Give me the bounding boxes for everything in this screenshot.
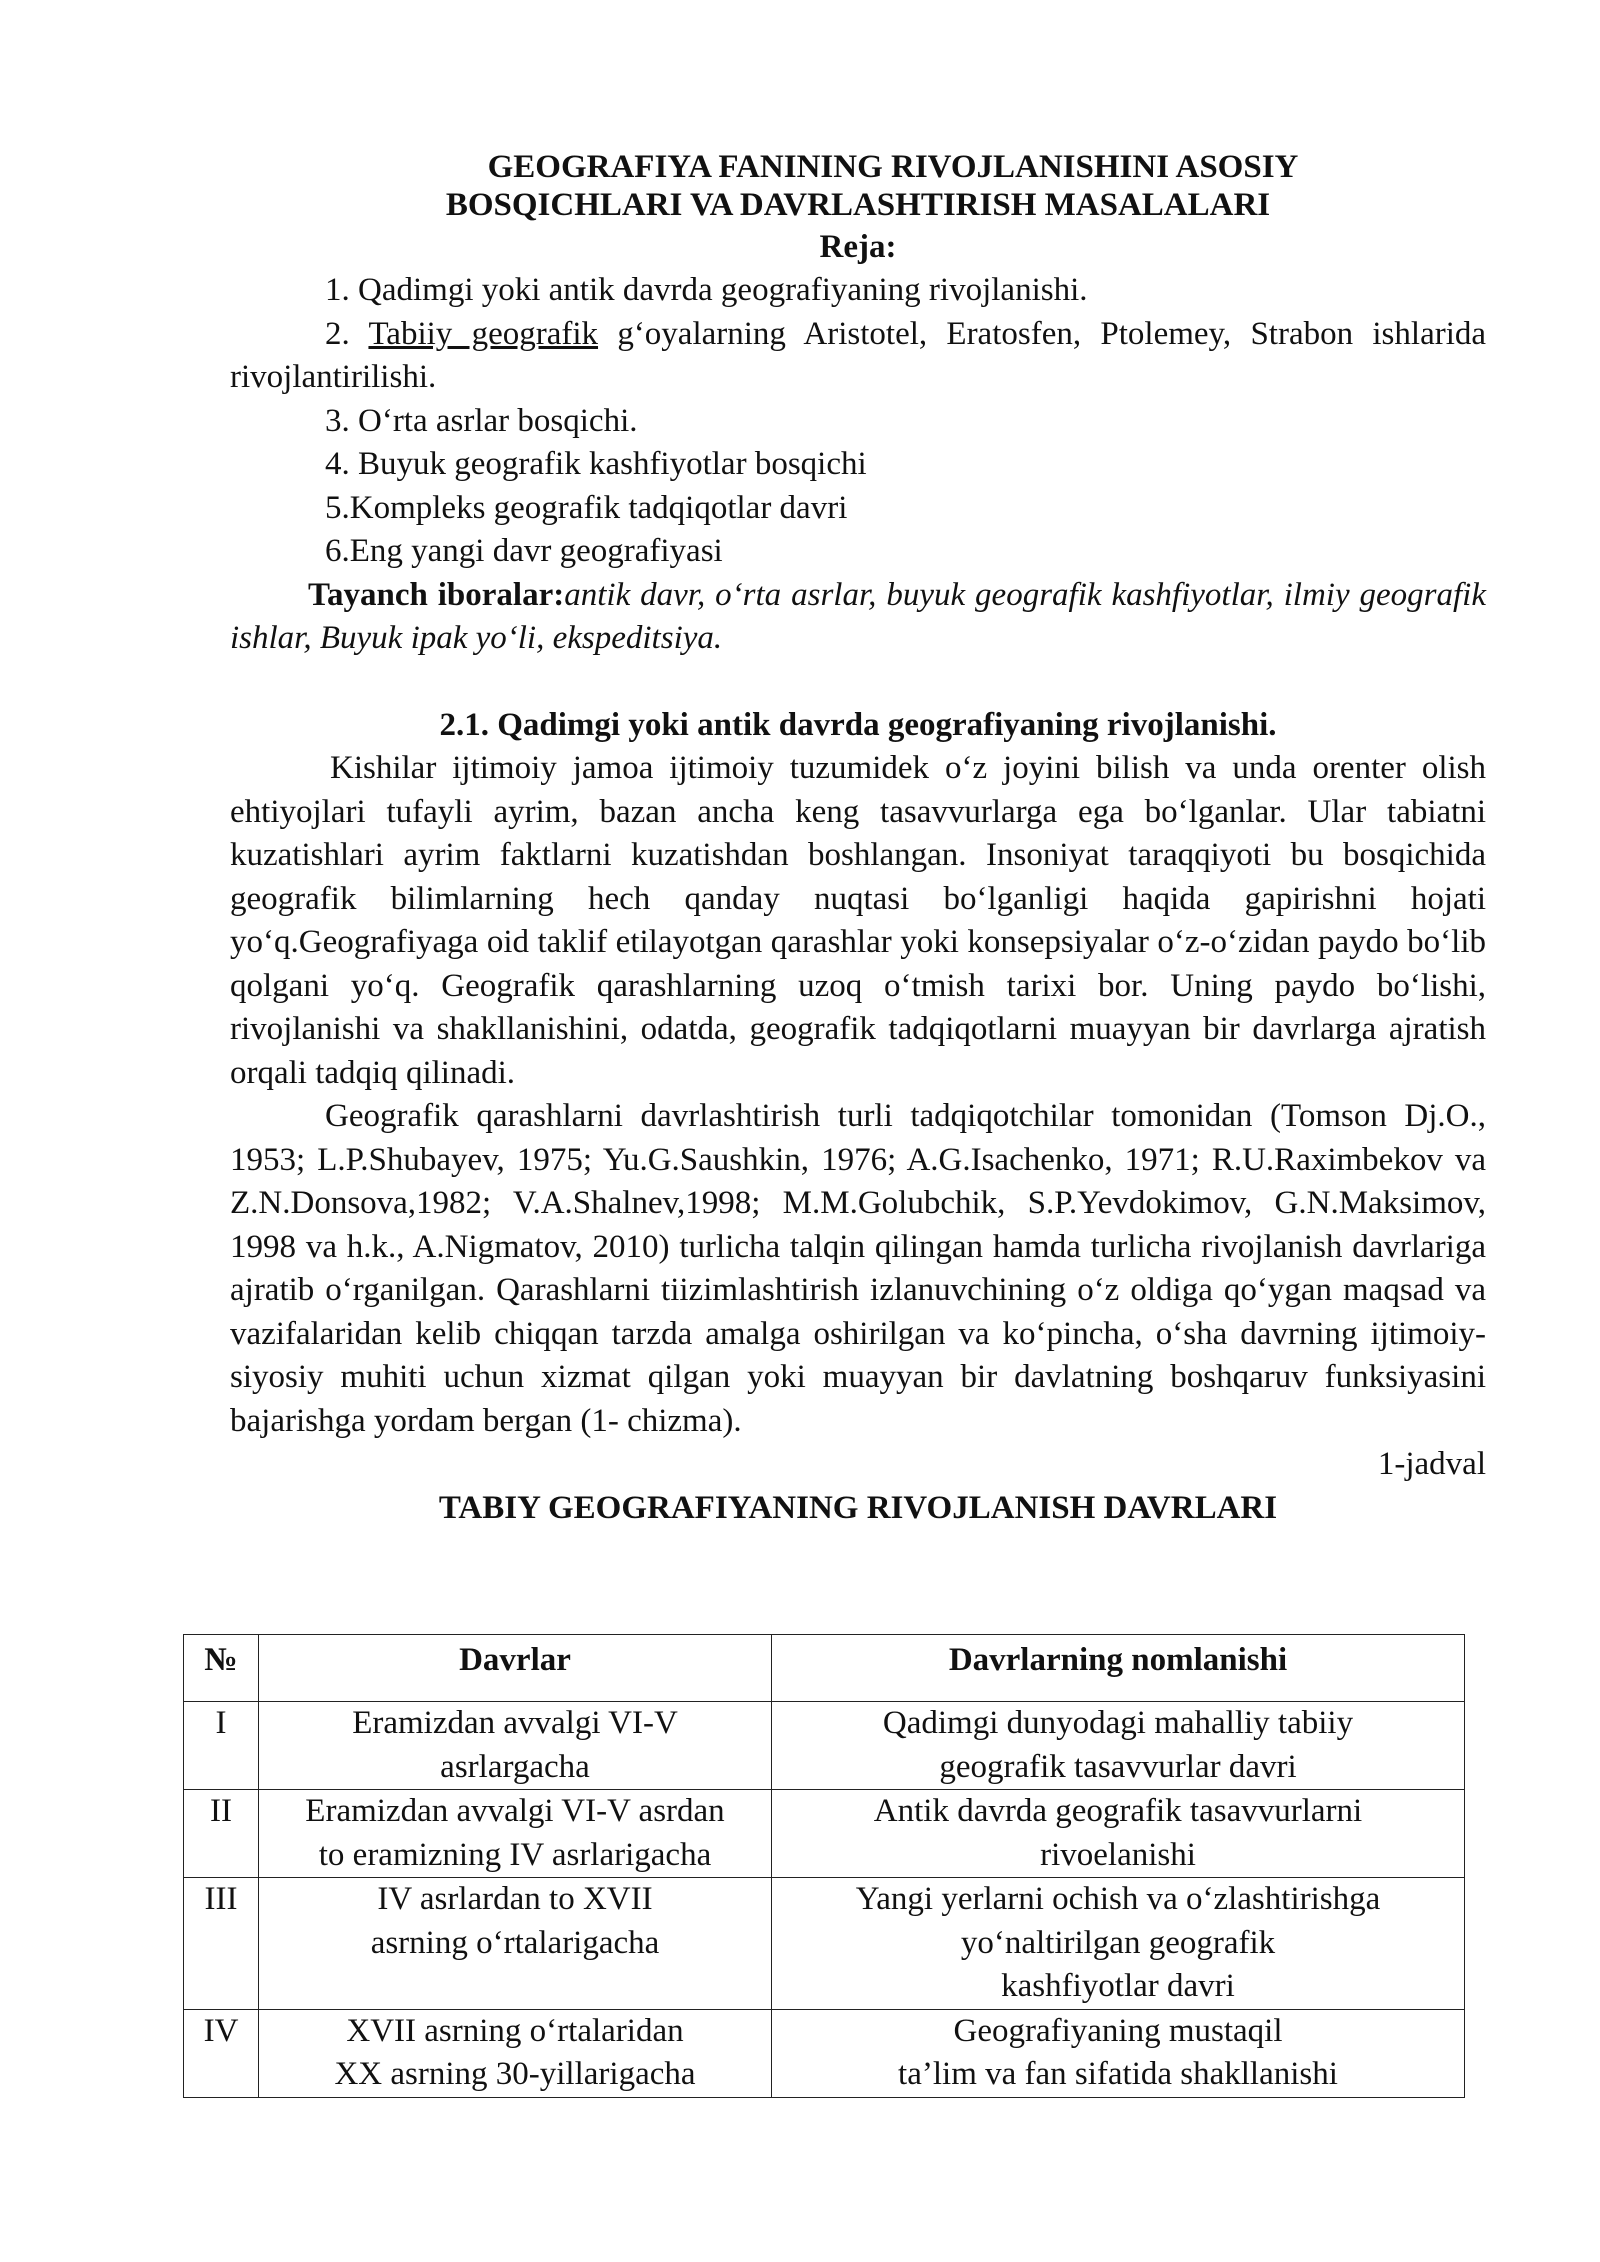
- table-cell-line: XVII asrning o‘rtalaridan: [346, 2012, 684, 2049]
- table-cell-line: Eramizdan avvalgi VI-V: [352, 1705, 678, 1741]
- document-page: [230, 148, 1486, 1530]
- table-cell-number: II: [184, 1790, 259, 1878]
- table-cell-line: ta’lim va fan sifatida shakllanishi: [898, 2056, 1338, 2092]
- table-cell-period-name: [772, 2009, 1465, 2097]
- table-cell-line: yo‘naltirilgan geografik: [960, 1924, 1276, 1961]
- table-cell-period-name: [772, 1878, 1465, 2010]
- table-cell-line: to eramizning IV asrlarigacha: [318, 1836, 712, 1873]
- plan-heading: Reja:: [819, 229, 897, 265]
- plan-item-2-prefix: 2.: [325, 315, 369, 352]
- plan-item-3: 3. O‘rta asrlar bosqichi.: [325, 402, 638, 439]
- document-title: [230, 148, 1486, 224]
- table-cell-line: asrlargacha: [440, 1748, 590, 1785]
- table-header-periods: Davrlar: [259, 1635, 772, 1702]
- table-row: [184, 1878, 1465, 2010]
- table-header-row: [184, 1635, 1465, 1702]
- table-cell-period: [259, 1702, 772, 1790]
- table-cell-period: [259, 2009, 772, 2097]
- table-cell-period-name: [772, 1702, 1465, 1790]
- document-title-line-1: GEOGRAFIYA FANINING RIVOJLANISHINI ASOSIY: [487, 149, 1299, 185]
- plan-item-2-rest: g‘oyalarning Aristotel, Eratosfen, Ptolemey, Strabon ishlarida rivojlantirilishi.: [230, 315, 1487, 395]
- table-cell-period: [259, 1878, 772, 2010]
- table-header-period-names: Davrlarning nomlanishi: [772, 1635, 1465, 1702]
- table-cell-line: kashfiyotlar davri: [1001, 1968, 1235, 2004]
- table-cell-line: XX asrning 30-yillarigacha: [334, 2056, 696, 2092]
- table-cell-line: Eramizdan avvalgi VI-V asrdan: [305, 1793, 725, 1829]
- table-row: [184, 1790, 1465, 1878]
- table-cell-period: [259, 1790, 772, 1878]
- plan-item-5: 5.Kompleks geografik tadqiqotlar davri: [325, 489, 848, 526]
- table-header-number: №: [184, 1635, 259, 1702]
- section-heading: 2.1. Qadimgi yoki antik davrda geografiyaning rivojlanishi.: [439, 706, 1277, 743]
- table-row: [184, 1702, 1465, 1790]
- keywords-label: Tayanch iboralar:: [308, 576, 565, 613]
- plan-item-1: 1. Qadimgi yoki antik davrda geografiyaning rivojlanishi.: [325, 272, 1088, 308]
- table-row: [184, 2009, 1465, 2097]
- keywords-text: antik davr, o‘rta asrlar, buyuk geografik kashfiyotlar, ilmiy geografik ishlar, Buyuk ipak yo‘li, ekspeditsiya.: [230, 576, 1487, 656]
- table-title: TABIY GEOGRAFIYANING RIVOJLANISH DAVRLARI: [438, 1489, 1278, 1526]
- table-cell-line: IV asrlardan to XVII: [377, 1881, 653, 1917]
- table-cell-line: Qadimgi dunyodagi mahalliy tabiiy: [882, 1705, 1354, 1741]
- table-cell-line: rivoelanishi: [1040, 1836, 1196, 1873]
- table-cell-line: Geografiyaning mustaqil: [953, 2012, 1283, 2049]
- table-cell-period-name: [772, 1790, 1465, 1878]
- keywords-paragraph: [230, 574, 1486, 661]
- table-label: 1-jadval: [1377, 1446, 1486, 1482]
- plan-item-2-underlined: Tabiiy geografik: [368, 315, 599, 352]
- plan-item-6: 6.Eng yangi davr geografiyasi: [325, 533, 723, 569]
- plan-item-4: 4. Buyuk geografik kashfiyotlar bosqichi: [325, 446, 867, 482]
- section-paragraph-1: Kishilar ijtimoiy jamoa ijtimoiy tuzumidek o‘z joyini bilish va unda orenter olish ehtiyojlari tufayli ayrim, bazan ancha keng tasavvurlarga ega bo‘lganlar. Ular tabiatni kuzatishlari ayrim faktlarni kuzatishdan boshlangan. Insoniyat taraqqiyoti bu bosqichida geografik bilimlarning hech qanday nuqtasi bo‘lganligi haqida gapirishni hojati yo‘q.Geografiyaga oid taklif etilayotgan qarashlar yoki konsepsiyalar o‘z-o‘zidan paydo bo‘lib qolgani yo‘q. Geografik qarashlarning uzoq o‘tmish tarixi bor. Uning paydo bo‘lishi, rivojlanishi va shakllanishini, odatda, geografik tadqiqotlarni muayyan bir davrlarga ajratish orqali tadqiq qilinadi.: [230, 750, 1486, 1091]
- document-title-line-2: BOSQICHLARI VA DAVRLASHTIRISH MASALALARI: [445, 187, 1271, 223]
- table-cell-line: asrning o‘rtalarigacha: [370, 1924, 660, 1961]
- section-paragraph-2: Geografik qarashlarni davrlashtirish turli tadqiqotchilar tomonidan (Tomson Dj.O., 1953; L.P.Shubayev, 1975; Yu.G.Saushkin, 1976; A.G.Isachenko, 1971; R.U.Raximbekov va Z.N.Donsova,1982; V.A.Shalnev,1998; M.M.Golubchik, S.P.Yevdokimov, G.N.Maksimov, 1998 va h.k., A.Nigmatov, 2010) turlicha talqin qilingan hamda turlicha rivojlanish davrlariga ajratib o‘rganilgan. Qarashlarni tiizimlashtirish izlanuvchining o‘z oldiga qo‘ygan maqsad va vazifalaridan kelib chiqqan tarzda amalga oshirilgan va ko‘pincha, o‘sha davrning ijtimoiy-siyosiy muhiti uchun xizmat qilgan yoki muayyan bir davlatning boshqaruv funksiyasini bajarishga yordam bergan (1- chizma).: [230, 1098, 1486, 1439]
- table-cell-number: I: [184, 1702, 259, 1790]
- table-cell-line: Yangi yerlarni ochish va o‘zlashtirishga: [855, 1881, 1381, 1917]
- periods-table: [183, 1634, 1465, 2098]
- table-cell-line: Antik davrda geografik tasavvurlarni: [873, 1793, 1363, 1829]
- table-cell-number: III: [184, 1878, 259, 2010]
- table-cell-line: geografik tasavvurlar davri: [939, 1748, 1297, 1785]
- table-cell-number: IV: [184, 2009, 259, 2097]
- plan-item-2: [230, 313, 1486, 400]
